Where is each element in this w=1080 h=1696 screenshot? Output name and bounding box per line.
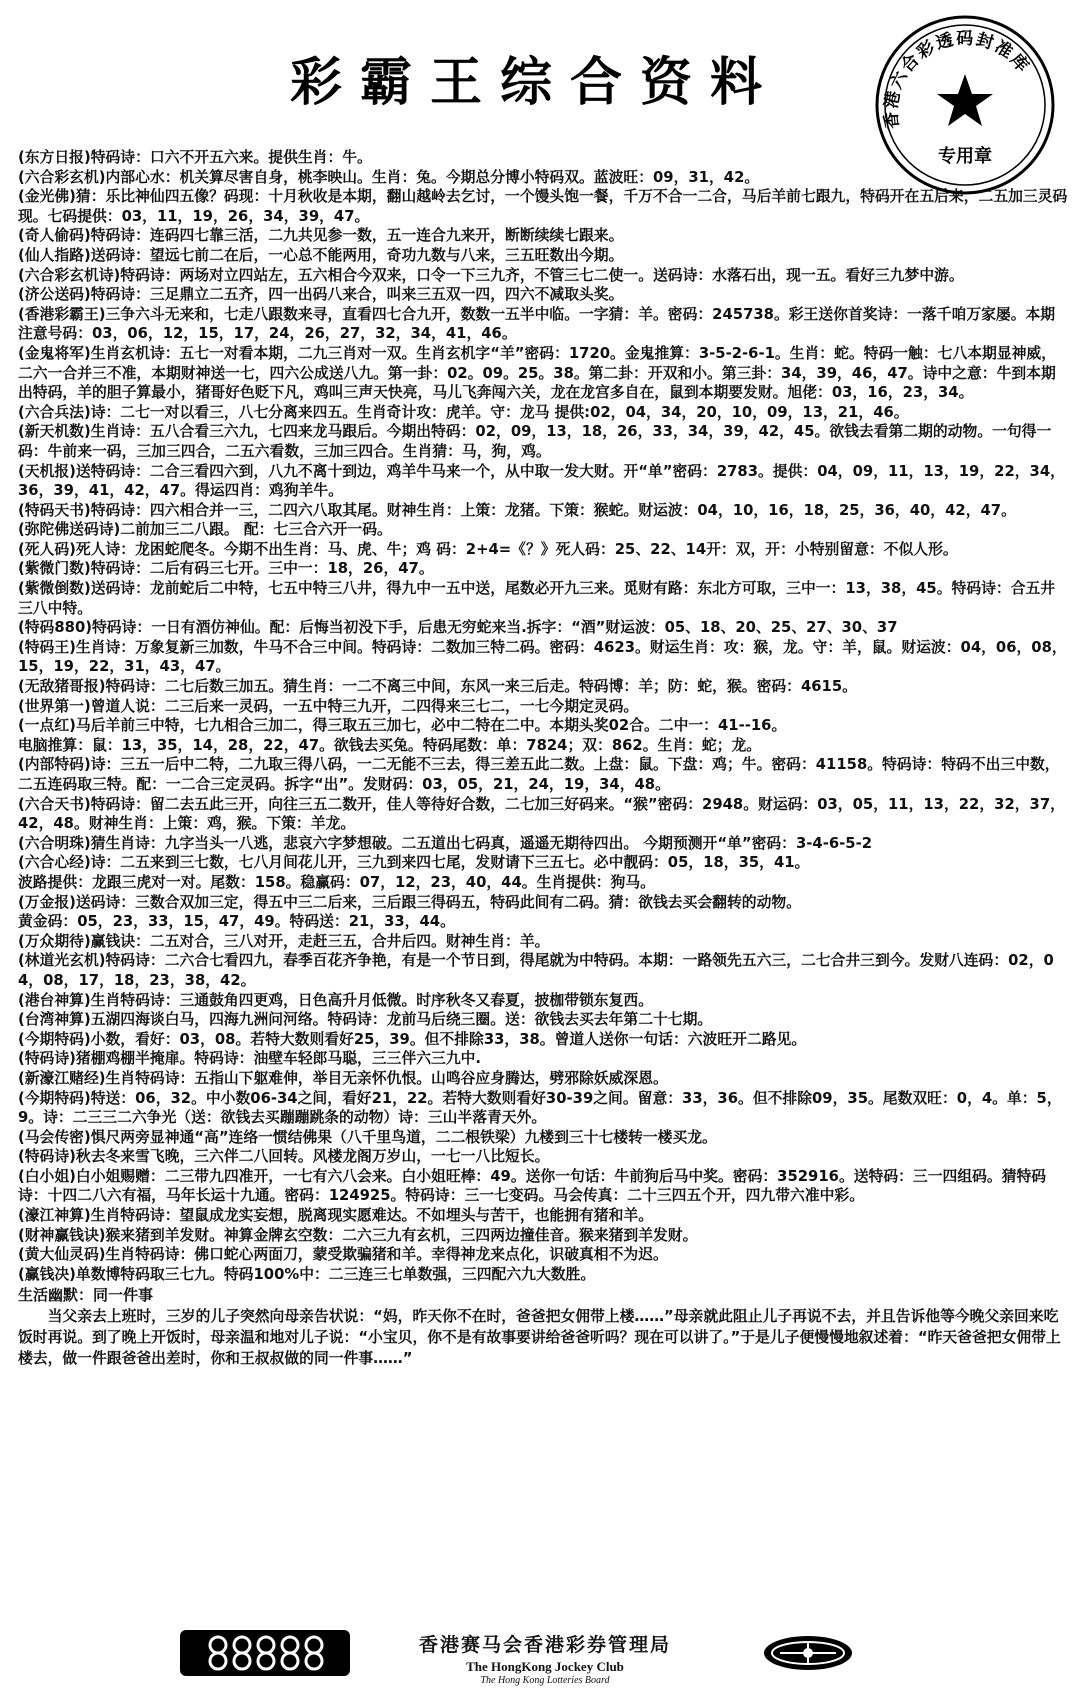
info-entry: (今期特码)小数，看好：03，08。若特大数则看好25，39。但不排除33，38。曾道人送你一句话：六波旺开二路见。: [18, 1030, 807, 1048]
info-entry: (今期特码)特送：06，32。中小数06-34之间，看好21，22。若特大数则看好30-39之间。留意：33，36。但不排除09，35。尾数双旺：0，4。单：5，9。诗：二三三二六争光（送：欲钱去买蹦蹦跳条的动物）诗：三山半落青天外。: [18, 1089, 1062, 1127]
info-entry: (六合心经)诗：二五来到三七数，七八月间花儿开，三九到来四七尾，发财请下三五七。必中靓码：05，18，35，41。: [18, 854, 810, 872]
info-entry: (六合明珠)猜生肖诗：九字当头一八逃，悲哀六字梦想破。二五道出七码真，遥遥无期待四出。 今期预测开“单”密码：3-4-6-5-2: [18, 834, 873, 852]
info-entry: (仙人指路)送码诗：望远七前二在后，一心总不能两用，奇功九数与八来，三五旺数出今期。: [18, 246, 624, 264]
info-entry: (特码王)生肖诗：万象复新三加数，牛马不合三中间。特码诗：二数加三特二码。密码：4623。财运生肖：攻：猴，龙。守：羊，鼠。财运波：04，06，08，15，19，22，31，43，47。: [18, 638, 1067, 676]
footer-org-en-sub: The Hong Kong Lotteries Board: [480, 1675, 610, 1686]
info-entry: (香港彩霸王)三争六斗无来和，七走八跟数来寻，直看四七合九开，数数一五半中临。一字猜：羊。密码：245738。彩王送你首奖诗：一落千咱万家屡。本期注意号码：03，06，12，15，17，24，26，27，32，34，41，46。: [18, 305, 1056, 343]
info-entry: 电脑推算：鼠：13，35，14，28，22，47。欲钱去买兔。特码尾数：单：7824；双：862。生肖：蛇；龙。: [18, 736, 762, 754]
info-entry: (万金报)送码诗：三数合双加三定，得五中三二后来，三后跟三得码五，特码此间有二码。猜：欲钱去买会翻转的动物。: [18, 893, 801, 911]
info-entry: (东方日报)特码诗：口六不开五六来。提供生肖：牛。: [18, 149, 372, 166]
info-entry: (金鬼将军)生肖玄机诗：五七一对看本期，二九三肖对一双。生肖玄机字“羊”密码：1720。金鬼推算：3-5-2-6-1。生肖：蛇。特码一触：七八本期显神威，二六一合并三不准，本期财神送一七，四六公成送八九。第一卦：02。09。25。38。第二卦：开双和小。第三卦：34，39，46，47。诗中之意：牛到本期出特码，羊的胆子算最小，猪哥好色贬下凡，鸡叫三声天快亮，马儿飞奔闯六关，龙在龙宫多自在，鼠到本期要发财。旭佬：03，16，23，34。: [18, 344, 1057, 402]
page-title: 彩霸王综合资料: [290, 52, 781, 113]
humor-story-title: 生活幽默：同一件事: [18, 1286, 154, 1305]
jockey-club-logo: [180, 1630, 350, 1676]
footer-organization: [380, 1630, 710, 1686]
info-entry: (奇人偷码)特码诗：连码四七靠三活，二九共见参一数，五一连合九来开，断断续续七跟来。: [18, 227, 624, 245]
info-entry: (六合彩玄机)内部心水：机关算尽害自身，桃李映山。生肖：兔。今期总分博小特码双。蓝波旺：09，31，42。: [18, 168, 760, 186]
info-entry: (六合彩玄机诗)特码诗：两场对立四站左，五六相合今双来，口令一下三九齐，不管三七二使一。送码诗：水落石出，现一五。看好三九梦中游。: [18, 266, 964, 284]
seal-ring-text: 香港六合彩透码封准库: [881, 28, 1034, 130]
lotteries-emblem-icon: [760, 1632, 856, 1674]
info-entry: (赢钱决)单数博特码取三七九。特码100%中：二三连三七单数强，三四配六九大数胜。: [18, 1265, 596, 1283]
info-entry: (濠江神算)生肖特码诗：望鼠成龙实妄想，脱离现实愿难达。不如埋头与苦干，也能拥有猪和羊。: [18, 1207, 653, 1225]
info-entry: (马会传密)惧尺两旁显神通“高”连络一惯结佛果（八千里鸟道，二二根铁梁）九楼到三十七楼转一楼买龙。: [18, 1128, 717, 1146]
info-entry: (金光佛)猜：乐比神仙四五像？码现：十月秋收是本期，翻山越岭去乞讨，一个馒头饱一餐，千万不合一二合，马后羊前七跟九，特码开在五后来，二五加三灵码现。七码提供：03，11，19，26，34，39，47。: [18, 188, 1068, 225]
info-entry: (特码天书)特码诗：四六相合并一三，二四六八取其尾。财神生肖：上策：龙猪。下策：猴蛇。财运波：04，10，16，18，25，36，40，42，47。: [18, 501, 1016, 519]
info-entry: 波路提供：龙跟三虎对一对。尾数：158。稳赢码：07，12，23，40，44。生肖提供：狗马。: [18, 873, 655, 891]
info-entry: (特码880)特码诗：一日有酒仿神仙。配：后悔当初没下手，后患无穷蛇来当.拆字：“酒”财运波：05、18、20、25、27、30、37: [18, 619, 898, 637]
footer-org-en: The HongKong Jockey Club: [466, 1659, 624, 1674]
info-entry: (紫微门数)特码诗：二后有码三七开。三中一：18，26，47。: [18, 560, 434, 578]
info-entry: (万众期待)赢钱诀：二五对合，三八对开，走赶三五，合井后四。财神生肖：羊。: [18, 932, 550, 950]
info-entry: (一点红)马后羊前三中特，七九相合三加二，得三取五三加七，必中二特在二中。本期头奖02合。二中一：41--16。: [18, 717, 787, 735]
info-entry: (世界第一)曾道人说：二三后来一灵码，一五中特三九开，二四得来三七二，一七今期定灵码。: [18, 697, 639, 715]
info-entry: (白小姐)白小姐赐赠：二三带九四准开，一七有六八会来。白小姐旺棒：49。送你一句话：牛前狗后马中奖。密码：352916。送特码：三一四组码。猜特码诗：十四二八六有福，马年长运十九通。密码：124925。特码诗：三一七变码。马会传真：二十三四五个开，四九带六准中彩。: [18, 1167, 1047, 1205]
info-entry: (新天机数)生肖诗：五八合看三六九，七四来龙马跟后。今期出特码：02，09，13，18，26，33，34，39，42，45。欲钱去看第二期的动物。一句得一码：牛前来一码，三加三四合，二五六看数，三加三四合。生肖猜：马，狗，鸡。: [18, 423, 1052, 460]
info-entry: (特码诗)秋去冬来雪飞晚，三六伴二八回转。风楼龙阁万岁山，一七一八比短长。: [18, 1148, 550, 1166]
info-entry: (天机报)送特码诗：二合三看四六到，八九不离十到边，鸡羊牛马来一个，从中取一发大财。开“单”密码：2783。提供：04，09，11，13，19，22，34，36，39，41，42，47。得运四肖：鸡狗羊牛。: [18, 462, 1065, 500]
info-entry: (紫微倒数)送码诗：龙前蛇后二中特，七五中特三八井，得九中一五中送，尾数必开九三来。觅财有路：东北方可取，三中一：13，38，45。特码诗：合五井三八中特。: [18, 580, 1056, 617]
star-icon: [937, 74, 993, 126]
info-entry: (财神赢钱诀)猴来猪到羊发财。神算金牌玄空数：二六三九有玄机，三四两边撞佳音。猴来猪到羊发财。: [18, 1226, 698, 1244]
seal-center-text: 专用章: [938, 146, 992, 167]
hk-logo-icon: [180, 1630, 350, 1676]
info-entry: (弥陀佛送码诗)二前加三二八跟。 配：七三合六开一码。: [18, 521, 392, 539]
info-entry: (六合兵法)诗：二七一对以看三，八七分离来四五。生肖奇计攻：虎羊。守：龙马 提供:02，04，34，20，10，09，13，21，46。: [18, 403, 909, 421]
info-entry: 黄金码：05，23，33，15，47，49。特码送：21，33，44。: [18, 913, 455, 931]
humor-story-body: 当父亲去上班时，三岁的儿子突然向母亲告状说：“妈，昨天你不在时，爸爸把女佣带上楼……”母亲就此阻止儿子再说不去，并且告诉他等今晚父亲回来吃饭时再说。到了晚上开饭时，母亲温和地对儿子说：“小宝贝，你不是有故事要讲给爸爸听吗？现在可以讲了。”于是儿子便慢慢地叙述着：“昨天爸爸把女佣带上楼去，做一件跟爸爸出差时，你和王叔叔做的同一件事……”: [18, 1308, 1061, 1368]
info-entry: (六合天书)特码诗：留二去五此三开，向往三五二数开，佳人等待好合数，二七加三好码来。“猴”密码：2948。财运码：03，05，11，13，22，32，37，42，48。财神生肖：上策：鸡，猴。下策：羊龙。: [18, 795, 1065, 833]
humor-story: [18, 1286, 1068, 1369]
footer: [0, 1622, 1080, 1692]
footer-org-cn: 香港赛马会香港彩券管理局: [418, 1634, 671, 1656]
info-entry: (黄大仙灵码)生肖特码诗：佛口蛇心两面刀，蒙受欺骗猪和羊。幸得神龙来点化，识破真相不为迟。: [18, 1246, 668, 1264]
content-body: [18, 148, 1068, 1369]
info-entry: (特码诗)猪棚鸡棚半掩扉。特码诗：油壁车轻郎马聪，三三伴六三九中.: [18, 1050, 482, 1068]
info-entry: (无敌猪哥报)特码诗：二七后数三加五。猜生肖：一二不离三中间，东风一来三后走。特码博：羊；防：蛇，猴。密码：4615。: [18, 678, 857, 696]
info-entry: (死人码)死人诗：龙困蛇爬冬。今期不出生肖：马、虎、牛；鸡 码：2+4=《？》死人码：25、22、14开：双，开：小特别留意：不似人形。: [18, 540, 958, 558]
info-entry: (台湾神算)五湖四海谈白马，四海九洲问河络。特码诗：龙前马后绕三圈。送：欲钱去买去年第二十七期。: [18, 1011, 713, 1029]
info-entry: (济公送码)特码诗：三足鼎立二五齐，四一出码八来合，叫来三五双一四，四六不减取头奖。: [18, 286, 624, 304]
lotteries-logo: [760, 1632, 856, 1674]
info-entry: (内部特码)诗：三五一后中二特，二九取三得八码，一二无能不三去，得三差五此二数。上盘：鼠。下盘：鸡；牛。密码：41158。特码诗：特码不出三中数，二五连码取三特。配：一二合三定灵码。拆字“出”。发财码：03，05，21，24，19，34，48。: [18, 756, 1060, 793]
info-entry: (港台神算)生肖特码诗：三通鼓角四更鸡，日色高升月低微。时序秋冬又春夏，披枷带锁东复西。: [18, 991, 653, 1009]
info-entry: (林道光玄机)特码诗：二六合七看四九，春季百花齐争艳，有是一个节日到，得尾就为中特码。本期：一路领先五六三，二七合井三到今。发财八连码：02，04，08，17，18，23，38，42。: [18, 952, 1054, 989]
info-entry: (新濠江赌经)生肖特码诗：五指山下躯难伸，举目无亲怀仇恨。山鸣谷应身腾达，劈邪除妖威深恩。: [18, 1069, 668, 1087]
